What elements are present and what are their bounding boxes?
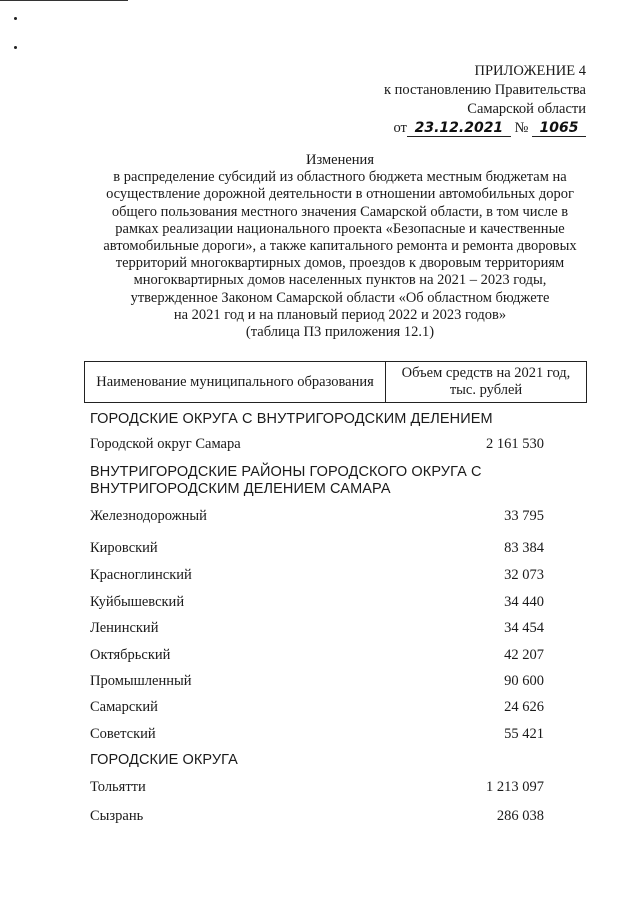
handwritten-date: 23.12.2021 [407, 121, 511, 137]
row-name: Ленинский [90, 620, 159, 636]
row-name: Октябрьский [90, 647, 171, 663]
row-name: Самарский [90, 699, 158, 715]
column-header-amount-line2: тыс. рублей [449, 382, 523, 398]
handwritten-number: 1065 [532, 121, 586, 137]
section-heading [90, 464, 482, 498]
title-line: утвержденное Законом Самарской области «Об областном бюджете [130, 289, 550, 306]
title-line: осуществление дорожной деятельности в отношении автомобильных дорог [106, 186, 574, 203]
title-line: общего пользования местного значения Самарской области, в том числе в [111, 203, 569, 220]
row-name: Промышленный [90, 673, 192, 689]
row-value: 83 384 [504, 540, 544, 556]
row-value: 24 626 [504, 699, 544, 715]
title-line: в распределение субсидий из областного бюджета местным бюджетам на [113, 169, 567, 186]
appendix-subtitle: к постановлению Правительства [384, 82, 586, 98]
row-name: Кировский [90, 540, 158, 556]
title-line: на 2021 год и на плановый период 2022 и 2023 годов» [173, 306, 507, 323]
row-name: Железнодорожный [90, 508, 207, 524]
row-name: Городской округ Самара [90, 436, 241, 452]
title-line: автомобильные дороги», а также капитального ремонта и ремонта дворовых [103, 238, 577, 255]
section-heading: ГОРОДСКИЕ ОКРУГА С ВНУТРИГОРОДСКИМ ДЕЛЕНИЕМ [90, 411, 493, 427]
document-title [60, 152, 620, 341]
row-value: 34 454 [504, 620, 544, 636]
from-label: от [393, 120, 407, 136]
column-header-amount-line1: Объем средств на 2021 год, [401, 365, 571, 381]
row-name: Красноглинский [90, 567, 192, 583]
row-name: Куйбышевский [90, 594, 185, 610]
title-line: рамках реализации национального проекта «Безопасные и качественные [115, 220, 565, 237]
appendix-region: Самарской области [467, 101, 586, 117]
row-value: 42 207 [504, 647, 544, 663]
number-label: № [514, 120, 529, 136]
appendix-date-line [376, 119, 586, 138]
row-value: 1 213 097 [486, 779, 544, 795]
title-line: многоквартирных домов населенных пунктов на 2021 – 2023 годы, [133, 272, 547, 289]
row-value: 55 421 [504, 726, 544, 742]
section-heading: ГОРОДСКИЕ ОКРУГА [90, 752, 238, 768]
row-name: Сызрань [90, 808, 144, 824]
row-name: Советский [90, 726, 156, 742]
row-value: 2 161 530 [486, 436, 544, 452]
title-line: территорий многоквартирных домов, проездов к дворовым территориям [115, 255, 565, 272]
row-value: 90 600 [504, 673, 544, 689]
title-heading: Изменения [306, 152, 374, 168]
column-header-name: Наименование муниципального образования [85, 362, 386, 402]
section-heading-line: ВНУТРИГОРОДСКИМ ДЕЛЕНИЕМ САМАРА [90, 481, 391, 497]
scan-speck [14, 17, 17, 20]
row-value: 32 073 [504, 567, 544, 583]
row-name: Тольятти [90, 779, 146, 795]
row-value: 33 795 [504, 508, 544, 524]
title-line: (таблица П3 приложения 12.1) [245, 324, 435, 341]
row-value: 34 440 [504, 594, 544, 610]
table-header [84, 361, 587, 403]
top-edge-line [0, 0, 128, 1]
scan-speck [14, 46, 17, 49]
appendix-block [376, 62, 586, 138]
column-header-amount [386, 362, 586, 402]
appendix-title: ПРИЛОЖЕНИЕ 4 [474, 63, 586, 79]
section-heading-line: ВНУТРИГОРОДСКИЕ РАЙОНЫ ГОРОДСКОГО ОКРУГА С [90, 464, 482, 480]
row-value: 286 038 [496, 808, 544, 824]
